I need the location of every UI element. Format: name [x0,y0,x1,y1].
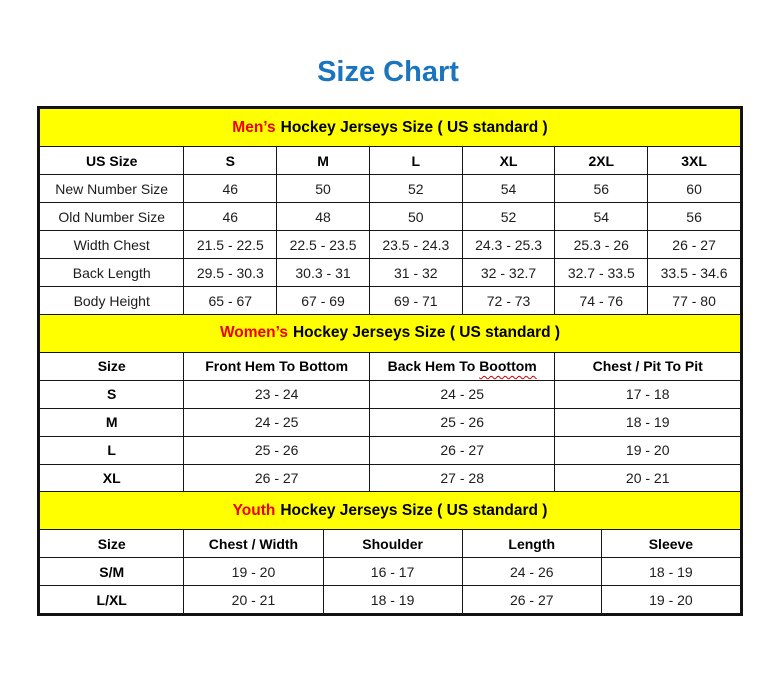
table-row [40,558,741,586]
size-value: 26 - 27 [184,464,370,492]
youth-size-table [39,491,741,614]
size-value: 74 - 76 [555,287,648,315]
size-value: 16 - 17 [323,558,462,586]
size-value: 19 - 20 [601,586,740,614]
table-row [40,259,741,287]
table-row [40,586,741,614]
row-label: S/M [40,558,184,586]
size-value: 65 - 67 [184,287,277,315]
size-value: 48 [277,203,370,231]
womens-col-chest: Chest / Pit To Pit [555,352,741,380]
size-value: 69 - 71 [369,287,462,315]
youth-col-sleeve: Sleeve [601,530,740,558]
size-value: 19 - 20 [555,436,741,464]
size-value: 25 - 26 [369,408,555,436]
size-value: 23.5 - 24.3 [369,231,462,259]
table-row [40,380,741,408]
size-value: 18 - 19 [323,586,462,614]
mens-col-2xl: 2XL [555,147,648,175]
row-label: M [40,408,184,436]
mens-col-m: M [277,147,370,175]
size-value: 24 - 25 [369,380,555,408]
size-value: 67 - 69 [277,287,370,315]
size-value: 18 - 19 [555,408,741,436]
womens-col-size: Size [40,352,184,380]
youth-col-length: Length [462,530,601,558]
mens-section-title: Hockey Jerseys Size ( US standard ) [280,118,548,136]
size-value: 25.3 - 26 [555,231,648,259]
size-value: 26 - 27 [648,231,741,259]
mens-size-table [39,108,741,315]
youth-section-header [40,492,741,530]
size-value: 54 [555,203,648,231]
table-row [40,408,741,436]
size-value: 72 - 73 [462,287,555,315]
table-row [40,231,741,259]
size-value: 25 - 26 [184,436,370,464]
size-value: 19 - 20 [184,558,323,586]
size-value: 52 [462,203,555,231]
size-value: 24.3 - 25.3 [462,231,555,259]
row-label: L [40,436,184,464]
row-label: New Number Size [40,175,184,203]
womens-section-header-row [40,314,741,352]
youth-section-accent: Youth [232,501,276,519]
youth-col-chest-width: Chest / Width [184,530,323,558]
mens-col-3xl: 3XL [648,147,741,175]
youth-section-header-row [40,492,741,530]
table-row [40,464,741,492]
size-value: 27 - 28 [369,464,555,492]
size-value: 46 [184,175,277,203]
size-value: 23 - 24 [184,380,370,408]
youth-col-size: Size [40,530,184,558]
size-value: 31 - 32 [369,259,462,287]
back-hem-label-prefix: Back Hem To [387,358,480,374]
size-value: 32 - 32.7 [462,259,555,287]
mens-col-us-size: US Size [40,147,184,175]
womens-section-accent: Women’s [219,324,288,341]
womens-col-front-hem: Front Hem To Bottom [184,352,370,380]
mens-section-header-row [40,109,741,147]
mens-section-accent: Men’s [232,118,276,136]
table-row [40,436,741,464]
row-label: L/XL [40,586,184,614]
size-value: 56 [648,203,741,231]
table-row [40,203,741,231]
size-value: 20 - 21 [184,586,323,614]
womens-section-header [40,314,741,352]
mens-col-xl: XL [462,147,555,175]
size-value: 50 [369,203,462,231]
mens-section-header [40,109,741,147]
size-value: 21.5 - 22.5 [184,231,277,259]
row-label: XL [40,464,184,492]
size-value: 54 [462,175,555,203]
mens-column-header-row [40,147,741,175]
size-value: 17 - 18 [555,380,741,408]
size-value: 20 - 21 [555,464,741,492]
table-row [40,287,741,315]
size-value: 32.7 - 33.5 [555,259,648,287]
size-value: 26 - 27 [462,586,601,614]
size-value: 30.3 - 31 [277,259,370,287]
size-value: 46 [184,203,277,231]
size-value: 26 - 27 [369,436,555,464]
size-value: 60 [648,175,741,203]
womens-size-table [39,314,741,493]
size-chart [37,106,743,616]
youth-col-shoulder: Shoulder [323,530,462,558]
back-hem-label-typo: Boottom [479,358,537,374]
mens-col-l: L [369,147,462,175]
size-value: 33.5 - 34.6 [648,259,741,287]
womens-section-title: Hockey Jerseys Size ( US standard ) [292,324,561,341]
youth-section-title: Hockey Jerseys Size ( US standard ) [280,501,548,519]
size-value: 29.5 - 30.3 [184,259,277,287]
size-value: 77 - 80 [648,287,741,315]
row-label: Width Chest [40,231,184,259]
womens-col-back-hem [369,352,555,380]
mens-col-s: S [184,147,277,175]
size-value: 18 - 19 [601,558,740,586]
row-label: Old Number Size [40,203,184,231]
youth-column-header-row [40,530,741,558]
size-value: 50 [277,175,370,203]
size-value: 22.5 - 23.5 [277,231,370,259]
size-value: 24 - 26 [462,558,601,586]
womens-column-header-row [40,352,741,380]
size-value: 52 [369,175,462,203]
table-row [40,175,741,203]
page-title: Size Chart [317,56,459,88]
row-label: Back Length [40,259,184,287]
size-value: 56 [555,175,648,203]
size-value: 24 - 25 [184,408,370,436]
row-label: S [40,380,184,408]
row-label: Body Height [40,287,184,315]
